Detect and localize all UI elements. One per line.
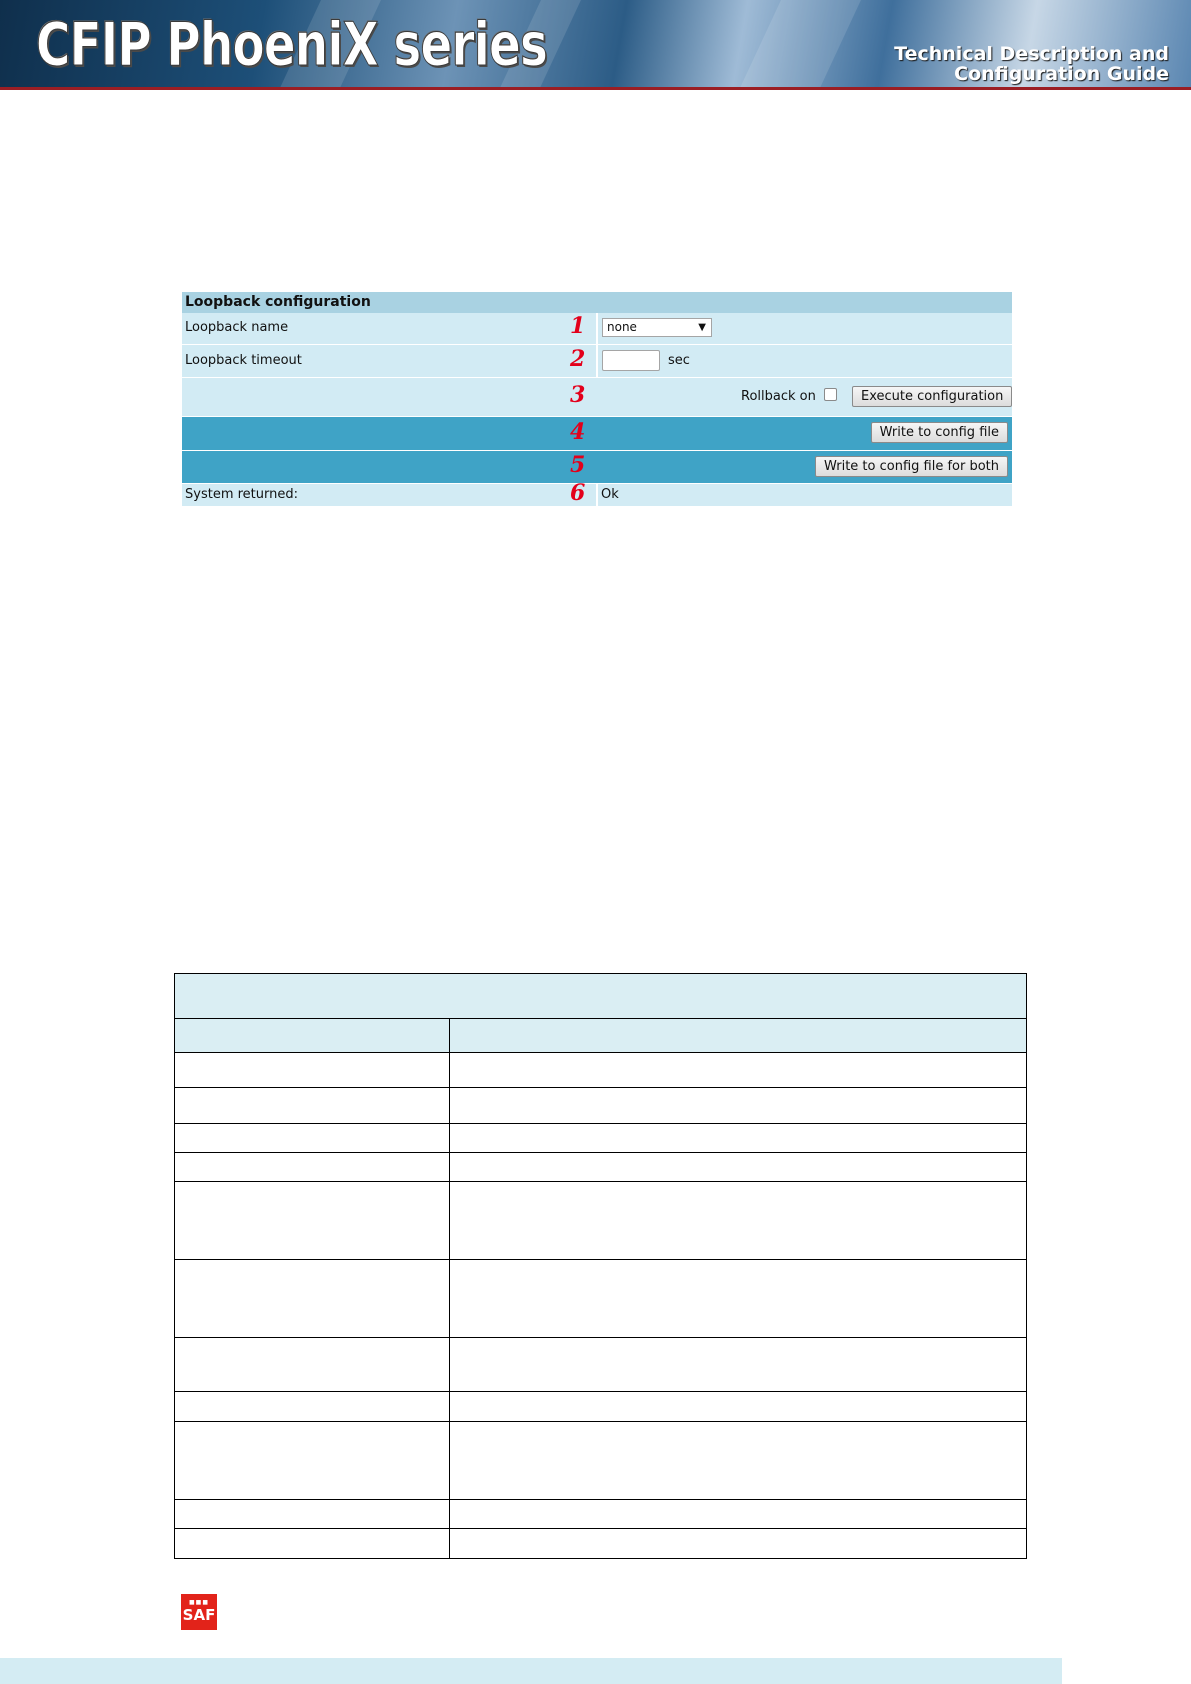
table-row (175, 1422, 1027, 1500)
marker-6: 6 (570, 480, 586, 506)
subtitle-line-2: Configuration Guide (954, 63, 1169, 85)
loopback-name-label: Loopback name (185, 320, 289, 335)
rollback-label: Rollback on (741, 389, 816, 404)
loopback-timeout-label: Loopback timeout (185, 353, 302, 368)
logo-dots: ■■■ (188, 1599, 209, 1606)
column-separator (596, 345, 598, 377)
column-separator (596, 484, 598, 506)
table-row (175, 1182, 1027, 1260)
loopback-timeout-input[interactable] (602, 350, 660, 371)
table-cell (175, 1053, 450, 1088)
write-config-row (182, 417, 1012, 451)
document-header-banner (0, 0, 1191, 90)
document-subtitle (894, 44, 1169, 84)
dropdown-arrow-icon: ▼ (698, 322, 706, 333)
marker-4: 4 (570, 419, 586, 445)
document-title: CFIP PhoeniX series (36, 10, 548, 80)
rollback-checkbox[interactable] (824, 388, 837, 401)
table-cell (175, 1529, 450, 1559)
marker-1: 1 (570, 313, 586, 339)
system-returned-value: Ok (601, 487, 619, 502)
table-cell (450, 1500, 1027, 1529)
table-header-row (175, 1019, 1027, 1053)
execute-row (182, 378, 1012, 417)
loopback-name-select[interactable] (602, 318, 712, 337)
table-cell (450, 1338, 1027, 1392)
table-cell (450, 1529, 1027, 1559)
table-row (175, 1392, 1027, 1422)
write-config-button[interactable]: Write to config file (871, 422, 1008, 443)
table-row (175, 1153, 1027, 1182)
table-cell (175, 1500, 450, 1529)
table-cell (450, 1153, 1027, 1182)
table-cell (450, 1053, 1027, 1088)
write-config-both-row (182, 451, 1012, 484)
table-cell (175, 1392, 450, 1422)
system-returned-label: System returned: (185, 487, 298, 502)
marker-5: 5 (570, 452, 586, 478)
loopback-name-row (182, 313, 1012, 345)
loopback-timeout-row (182, 345, 1012, 378)
loopback-name-value: none (607, 320, 637, 334)
panel-header: Loopback configuration (182, 292, 1012, 313)
banner-red-line (0, 87, 1191, 90)
table-cell (175, 1422, 450, 1500)
table-cell (450, 1422, 1027, 1500)
marker-3: 3 (570, 382, 586, 408)
banner-stripe (739, 0, 861, 90)
table-cell (175, 1153, 450, 1182)
table-title-cell (175, 974, 1027, 1019)
table-title-row (175, 974, 1027, 1019)
table-cell (450, 1088, 1027, 1124)
parameter-description-table (174, 973, 1027, 1559)
table-row (175, 1260, 1027, 1338)
table-header-cell (450, 1019, 1027, 1053)
execute-configuration-button[interactable]: Execute configuration (852, 386, 1012, 407)
table-row (175, 1124, 1027, 1153)
table-header-cell (175, 1019, 450, 1053)
table-row (175, 1500, 1027, 1529)
table-cell (450, 1124, 1027, 1153)
table-row (175, 1338, 1027, 1392)
loopback-configuration-panel (182, 292, 1012, 506)
table-cell (175, 1182, 450, 1260)
table-cell (175, 1260, 450, 1338)
logo-text: SAF (182, 1606, 216, 1624)
column-separator (596, 313, 598, 344)
subtitle-line-1: Technical Description and (894, 43, 1169, 65)
timeout-unit-label: sec (668, 353, 690, 368)
table-cell (450, 1182, 1027, 1260)
table-cell (175, 1088, 450, 1124)
marker-2: 2 (570, 346, 586, 372)
table-row (175, 1088, 1027, 1124)
write-config-both-button[interactable]: Write to config file for both (815, 456, 1008, 477)
table-cell (175, 1124, 450, 1153)
system-returned-row (182, 480, 1012, 506)
table-row (175, 1053, 1027, 1088)
table-cell (175, 1338, 450, 1392)
page-footer-bar (0, 1658, 1062, 1684)
table-cell (450, 1260, 1027, 1338)
saf-logo (181, 1594, 217, 1630)
table-cell (450, 1392, 1027, 1422)
table-row (175, 1529, 1027, 1559)
